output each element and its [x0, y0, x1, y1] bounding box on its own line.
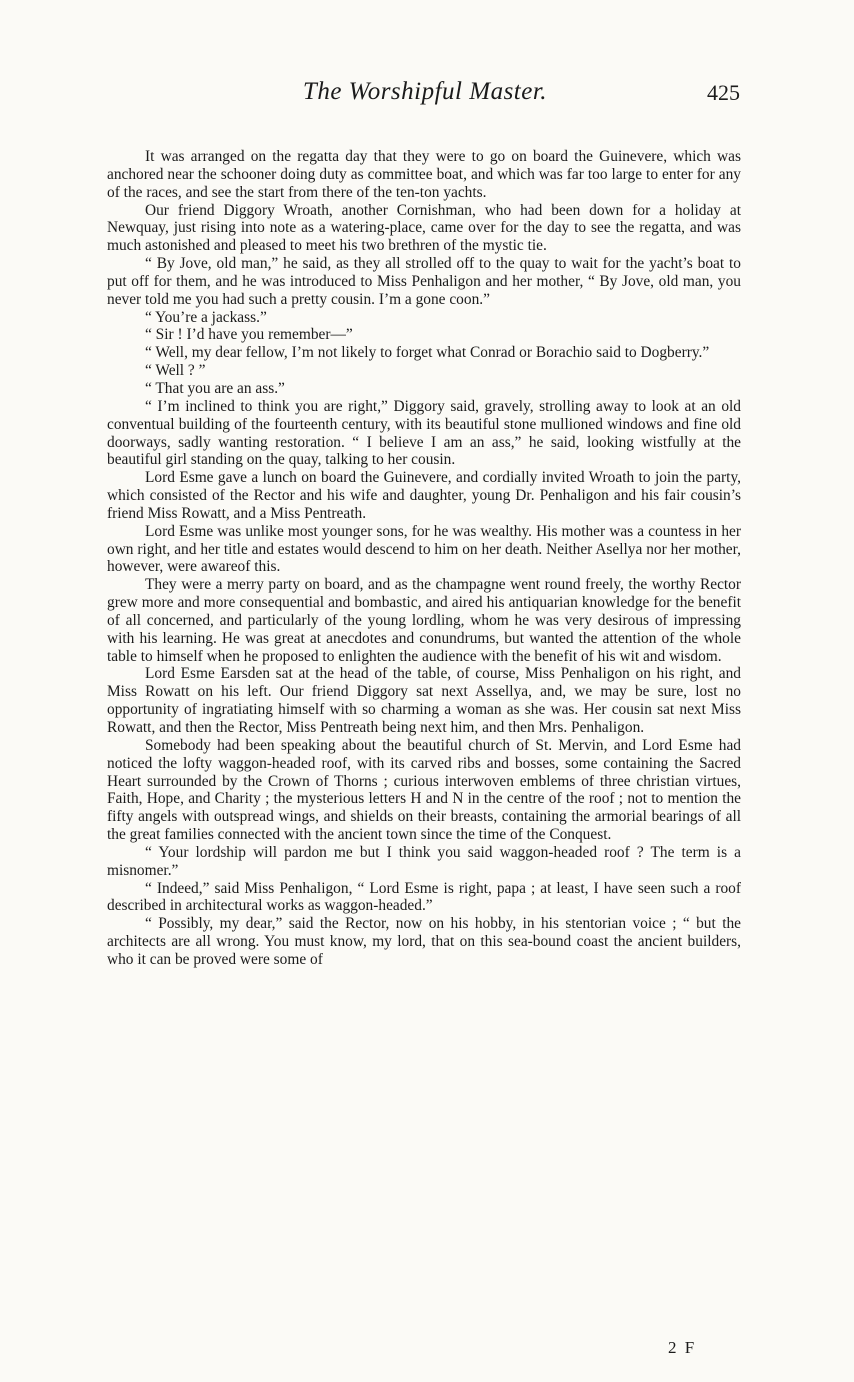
paragraph: “ Well ? ” [145, 362, 206, 380]
paragraph: It was arranged on the regatta day that they were to go on board the Guinevere, which was anchored near the schooner doing duty as committee boat, and which was far too large to enter for any of the races, and see the start from there of the ten-ton yachts. [107, 148, 741, 201]
paragraph: Lord Esme gave a lunch on board the Guinevere, and cordially invited Wroath to join the party, which consisted of the Rector and his wife and daughter, young Dr. Penhaligon and his fair cousin’s friend Miss Rowatt, and a Miss Pentreath. [107, 469, 741, 522]
paragraph: “ That you are an ass.” [145, 379, 285, 397]
paragraph: “ By Jove, old man,” he said, as they all strolled off to the quay to wait for the yacht’s boat to put off for them, and he was introduced to Miss Penhaligon and her mother, “ By Jove, old man, you never told me you had such a pretty cousin. I’m a gone coon.” [107, 255, 741, 308]
paragraph: Lord Esme Earsden sat at the head of the table, of course, Miss Penhaligon on his right, and Miss Rowatt on his left. Our friend Diggory sat next Assellya, and, we may be sure, lost no opportunity of ingratiating himself with so charming a woman as she was. Her cousin sat next Miss Rowatt, and then the Rector, Miss Pentreath being next him, and then Mrs. Penhaligon. [107, 665, 741, 736]
paragraph: “ Indeed,” said Miss Penhaligon, “ Lord Esme is right, papa ; at least, I have seen such a roof described in architectural works as waggon-headed.” [107, 879, 741, 915]
paragraph: “ Possibly, my dear,” said the Rector, now on his hobby, in his stentorian voice ; “ but the architects are all wrong. You must know, my lord, that on this sea-bound coast the ancient builders, who it can be proved were some of [107, 915, 741, 968]
running-head [110, 78, 740, 114]
paragraph: Lord Esme was unlike most younger sons, for he was wealthy. His mother was a countess in her own right, and her title and estates would descend to him on her death. Neither Asellya nor her mother, however, were awareof this. [107, 522, 741, 576]
paragraph: “ Your lordship will pardon me but I think you said waggon-headed roof ? The term is a misnomer.” [107, 843, 741, 879]
paragraph: They were a merry party on board, and as the champagne went round freely, the worthy Rector grew more and more consequential and bombastic, and aired his antiquarian knowledge for the benefit of all concerned, and particularly of the young lordling, whom he was very desirous of impressing with his learning. He was great at anecdotes and conundrums, but wanted the attention of the whole table to himself when he proposed to enlighten the audience with the benefit of his wit and wisdom. [107, 576, 741, 665]
paragraph: Our friend Diggory Wroath, another Cornishman, who had been down for a holiday at Newquay, just rising into note as a watering-place, came over for the day to see the regatta, and was much astonished and pleased to meet his two brethren of the mystic tie. [107, 201, 741, 255]
paragraph: “ Sir ! I’d have you remember—” [145, 326, 353, 344]
signature-mark: 2 F [668, 1338, 697, 1357]
paragraph: Somebody had been speaking about the beautiful church of St. Mervin, and Lord Esme had noticed the lofty waggon-headed roof, with its carved ribs and bosses, some containing the Sacred Heart surrounded by the Crown of Thorns ; curious interwoven emblems of three christian virtues, Faith, Hope, and Charity ; the mysterious letters H and N in the centre of the roof ; not to mention the fifty angels with outspread wings, and shields on their breasts, containing the armorial bearings of all the great families connected with the ancient town since the time of the Conquest. [107, 736, 741, 844]
paragraph: “ I’m inclined to think you are right,” Diggory said, gravely, strolling away to look at an old conventual building of the fourteenth century, with its beautiful stone mullioned windows and fine old doorways, sadly wanting restoration. “ I believe I am an ass,” he said, looking wistfully at the beautiful girl standing on the quay, talking to her cousin. [107, 397, 741, 469]
paragraph: “ You’re a jackass.” [145, 308, 267, 326]
paragraph: “ Well, my dear fellow, I’m not likely to forget what Conrad or Borachio said to Dogberry.” [145, 344, 710, 362]
running-title: The Worshipful Master. [302, 78, 548, 105]
page-number: 425 [707, 80, 740, 105]
body-text [107, 148, 741, 969]
